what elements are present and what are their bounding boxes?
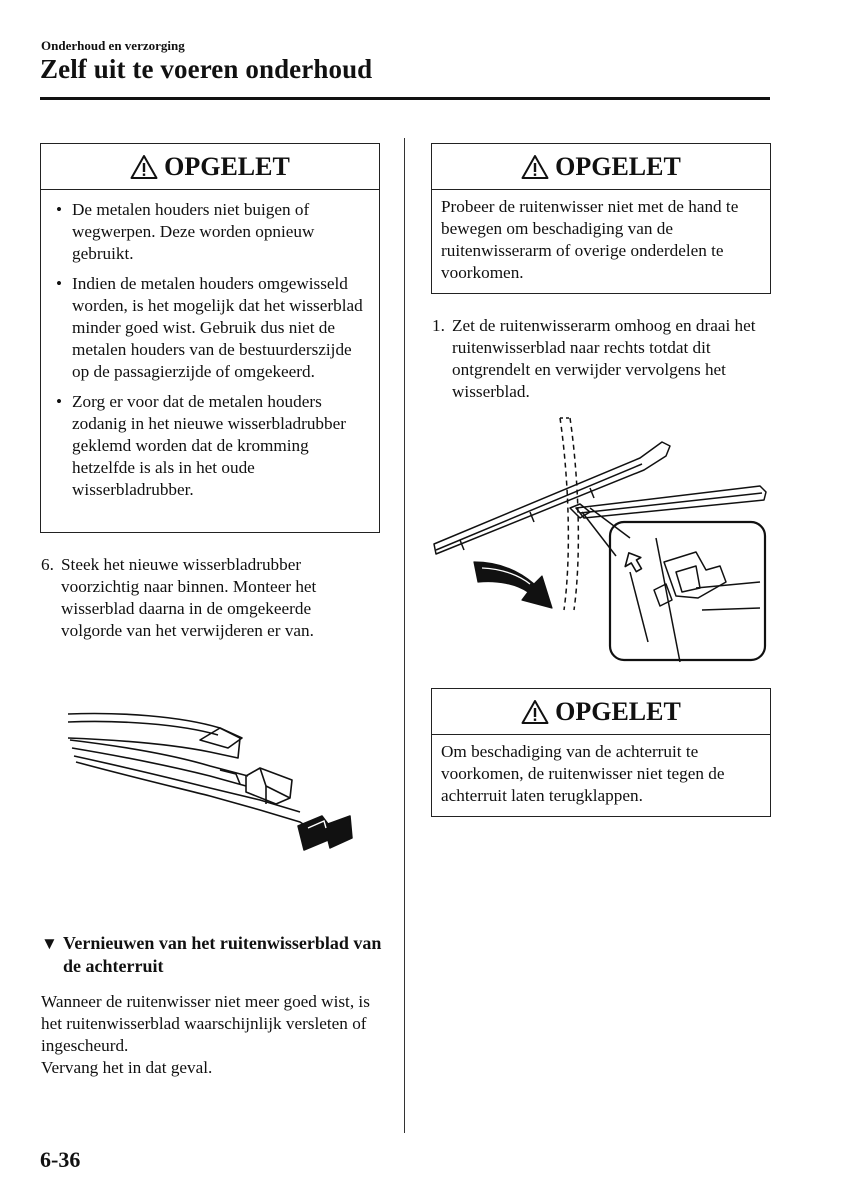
arrow-icon — [620, 549, 646, 575]
caution-box-right-1 — [431, 143, 771, 294]
caution-label: OPGELET — [164, 151, 290, 181]
column-divider — [404, 138, 405, 1133]
caution-label: OPGELET — [555, 151, 681, 181]
subhead-marker-icon: ▼ — [41, 934, 58, 953]
caution-header — [432, 689, 770, 735]
warning-triangle-icon — [521, 154, 549, 180]
caution-bullet-list — [50, 199, 370, 501]
bullet-text: Indien de metalen houders omgewisseld worden, is het mogelijk dat het wisserblad minder goed wist. Gebruik dus niet de metalen houders van de bestuurderszijde op de passagierzijde of omgekeerd. — [72, 274, 363, 381]
caution-label: OPGELET — [555, 696, 681, 726]
page-title: Zelf uit te voeren onderhoud — [40, 54, 373, 84]
rear-wiper-arm-illustration — [430, 412, 770, 667]
subheading-text: Vernieuwen van het ruitenwisserblad van de achterruit — [63, 933, 382, 976]
wiper-blade-illustration — [60, 700, 365, 860]
page-number: 6-36 — [40, 1147, 81, 1172]
list-item — [50, 199, 370, 265]
step-text: Steek het nieuwe wisserbladrubber voorzichtig naar binnen. Monteer het wisserblad daarna in de omgekeerde volgorde van het verwijderen er van. — [61, 555, 317, 640]
bullet-text: Zorg er voor dat de metalen houders zodanig in het nieuwe wisserbladrubber geklemd worden dat de kromming hetzelfde is als in het oude wisserbladrubber. — [72, 392, 346, 499]
caution-body — [41, 190, 379, 509]
step-text: Zet de ruitenwisserarm omhoog en draai het ruitenwisserblad naar rechts totdat dit ontgrendelt en verwijder vervolgens het wisserblad. — [452, 316, 756, 401]
bullet-mark: • — [56, 392, 63, 411]
caution-header — [41, 144, 379, 190]
list-item — [50, 273, 370, 383]
section-label: Onderhoud en verzorging — [41, 38, 185, 53]
bullet-text: De metalen houders niet buigen of wegwerpen. Deze worden opnieuw gebruikt. — [72, 200, 315, 263]
caution-body: Om beschadiging van de achterruit te voorkomen, de ruitenwisser niet tegen de achterruit laten terugklappen. — [441, 742, 725, 805]
warning-triangle-icon — [130, 154, 158, 180]
bullet-mark: • — [56, 200, 63, 219]
paragraph-1: Wanneer de ruitenwisser niet meer goed wist, is het ruitenwisserblad waarschijnlijk versleten of ingescheurd. — [41, 992, 370, 1055]
arrow-icon — [298, 816, 352, 850]
caution-box-right-2 — [431, 688, 771, 817]
warning-triangle-icon — [521, 699, 549, 725]
list-item — [50, 391, 370, 501]
title-rule — [40, 97, 770, 100]
step-number: 6. — [41, 555, 54, 574]
caution-box-left — [40, 143, 380, 533]
paragraph-2: Vervang het in dat geval. — [41, 1058, 213, 1077]
step-1 — [432, 315, 767, 403]
caution-body: Probeer de ruitenwisser niet met de hand te bewegen om beschadiging van de ruitenwisserarm of overige onderdelen te voorkomen. — [441, 197, 739, 282]
arrow-icon — [474, 562, 552, 608]
step-number: 1. — [432, 316, 445, 335]
bullet-mark: • — [56, 274, 63, 293]
caution-header — [432, 144, 770, 190]
step-6 — [41, 554, 371, 642]
subheading — [41, 932, 386, 978]
